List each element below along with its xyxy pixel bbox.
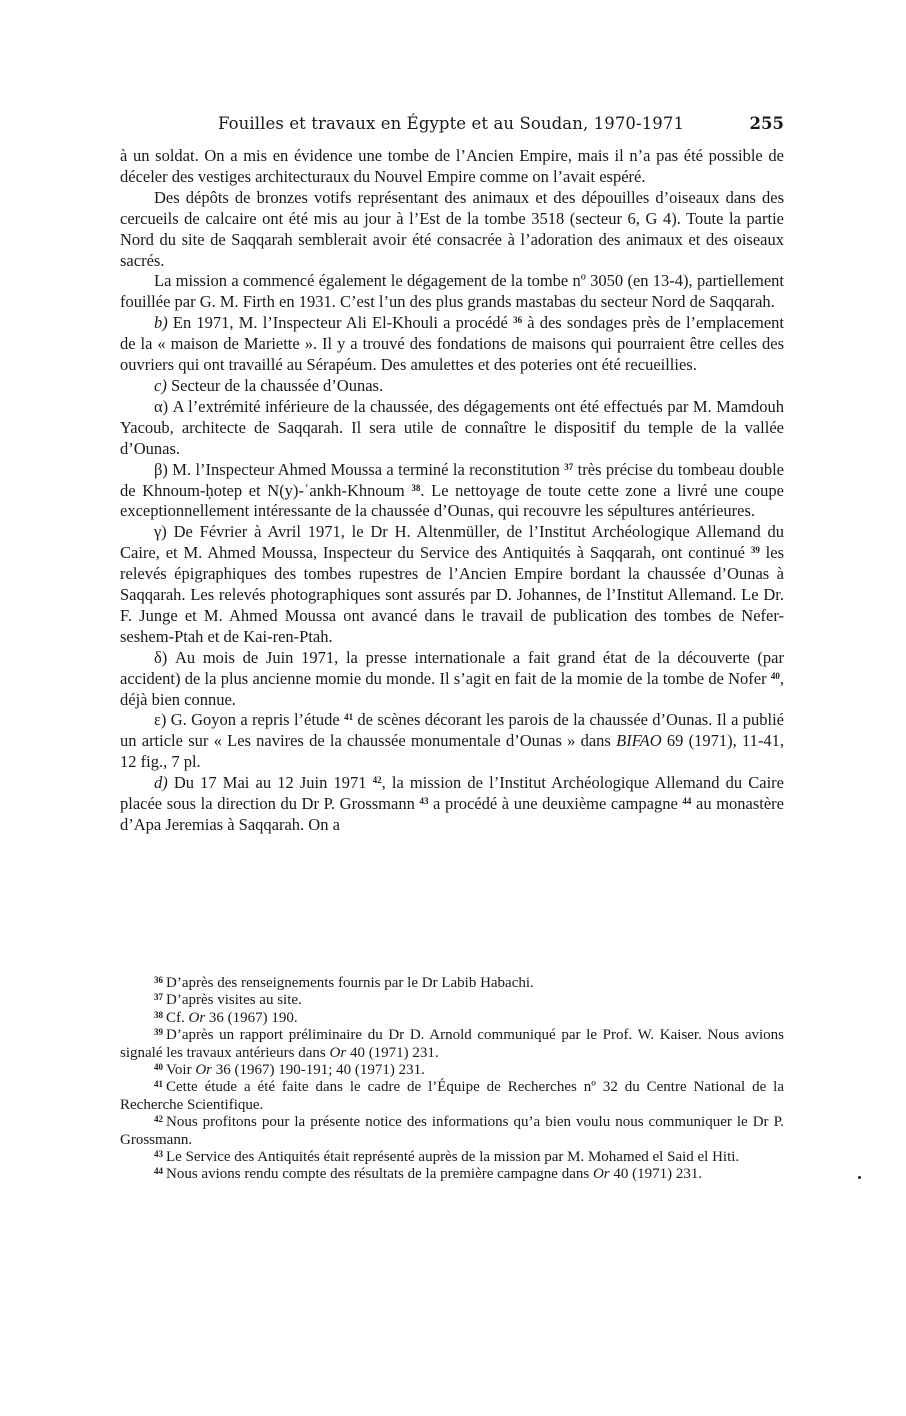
footnote-text: 36 (1967) 190. [205, 1009, 298, 1026]
footnote-text: Voir [166, 1062, 196, 1079]
footnote-mark: 39 [154, 1027, 163, 1038]
paragraph-text: Secteur de la chaussée d’Ounas. [166, 375, 384, 395]
footnote-42 [120, 1114, 784, 1149]
footnote-text: D’après un rapport préliminaire du Dr D. Arnold communiqué par le Prof. W. Kaiser. Nous avions signalé les travaux antérieurs dans [120, 1027, 784, 1061]
footnote-text: Nous profitons pour la présente notice des informations qu’a bien voulu nous communiquer le Dr P. Grossmann. [120, 1114, 784, 1148]
paragraph-text: 69 (1971), 11-41, 12 fig., 7 pl. [120, 731, 784, 772]
footnote-39 [120, 1027, 784, 1062]
paragraph-text: très précise du tombeau double de Khnoum-ḥotep et N(y)-ʿankh-Khnoum [120, 459, 784, 500]
running-title: Fouilles et travaux en Égypte et au Soudan, 1970-1971 [218, 114, 685, 133]
footnote-mark: 42 [154, 1114, 163, 1125]
footnote-36 [120, 975, 784, 992]
footnote-text: Le Service des Antiquités était représenté auprès de la mission par M. Mohamed el Said el Hiti. [166, 1149, 740, 1166]
footnote-mark: 38 [154, 1009, 163, 1020]
footnote-38 [120, 1010, 784, 1027]
running-header [120, 114, 784, 138]
paragraph-b [120, 313, 784, 376]
footnote-mark: 36 [154, 975, 163, 985]
paragraph-delta [120, 648, 784, 711]
paragraph-alpha [120, 397, 784, 460]
footnote-ref[interactable]: 38 [411, 482, 421, 493]
paragraph-text: . Le nettoyage de toute cette zone a livré une coupe exceptionnellement intéressante de la chaussée d’Ounas, qui recouvre les sépultures antérieures. [120, 480, 784, 521]
footnote-mark: 44 [154, 1166, 163, 1177]
paragraph-text: , la mission de l’Institut Archéologique Allemand du Caire placée sous la direction du Dr P. Grossmann [120, 773, 785, 814]
footnote-ref[interactable]: 41 [344, 712, 354, 723]
footnote-text: Nous avions rendu compte des résultats de la première campagne dans [166, 1166, 593, 1183]
section-label: b) [154, 313, 168, 333]
footnote-44 [120, 1166, 784, 1183]
paragraph-text: ε) G. Goyon a repris l’étude [154, 710, 345, 730]
paragraph-text: Des dépôts de bronzes votifs représentant des animaux et des dépouilles d’oiseaux dans des cercueils de calcaire ont été mis au jour à l’Est de la tombe 3518 (secteur 6, G 4). Toute la partie Nord du site de Saqqarah semblerait avoir été consacrée à l’adoration des animaux et des oiseaux sacrés. [120, 187, 784, 270]
paragraph-c [120, 376, 784, 397]
page-number: 255 [749, 114, 784, 133]
paragraph-gamma [120, 522, 784, 647]
footnote-text: Cf. [166, 1009, 189, 1026]
paragraph-text: Du 17 Mai au 12 Juin 1971 [167, 773, 373, 793]
footnote-43 [120, 1149, 784, 1166]
footnote-mark: 37 [154, 992, 163, 1003]
footnote-mark: 40 [154, 1062, 163, 1073]
section-label: c) [154, 375, 167, 395]
footnote-40 [120, 1062, 784, 1079]
footnote-ref[interactable]: 39 [750, 545, 760, 556]
footnote-ref[interactable]: 44 [682, 796, 692, 807]
paragraph-text: La mission a commencé également le dégagement de la tombe nº 3050 (en 13-4), partiellement fouillée par G. M. Firth en 1931. C’est l’un des plus grands mastabas du secteur Nord de Saqqarah. [120, 271, 784, 312]
paragraph-text: de scènes décorant les parois de la chaussée d’Ounas. Il a publié un article sur « Les navires de la chaussée monumentale d’Ounas » dans [120, 710, 784, 751]
footnote-mark: 43 [154, 1149, 163, 1160]
journal-title: Or [195, 1062, 212, 1079]
paragraph-beta [120, 460, 784, 523]
footnote-mark: 41 [154, 1079, 163, 1090]
footnote-text: 36 (1967) 190-191; 40 (1971) 231. [211, 1062, 425, 1079]
journal-title: Or [188, 1009, 206, 1026]
footnote-text: 40 (1971) 231. [346, 1044, 439, 1061]
footnote-text: D’après visites au site. [166, 992, 302, 1009]
footnote-ref[interactable]: 42 [372, 775, 382, 786]
paragraph-text: δ) Au mois de Juin 1971, la presse internationale a fait grand état de la découverte (par accident) de la plus ancienne momie du monde. Il s’agit en fait de la momie de la tombe de Nofer [120, 647, 784, 688]
footnote-ref[interactable]: 36 [513, 315, 523, 326]
paragraph-text: En 1971, M. l’Inspecteur Ali El-Khouli a procédé [167, 313, 514, 333]
paragraph-continuation [120, 146, 784, 188]
section-label: d) [154, 773, 168, 793]
journal-title: Or [329, 1044, 347, 1061]
paragraph-text: au monastère d’Apa Jeremias à Saqqarah. On a [120, 794, 784, 834]
paragraph-text: γ) De Février à Avril 1971, le Dr H. Altenmüller, de l’Institut Archéologique Allemand du Caire, et M. Ahmed Moussa, Inspecteur du Service des Antiquités à Saqqarah, ont continué [120, 522, 784, 563]
paragraph-text: a procédé à une deuxième campagne [428, 794, 683, 814]
footnote-ref[interactable]: 43 [419, 796, 429, 807]
paragraph-d [120, 773, 784, 836]
footnote-ref[interactable]: 37 [564, 461, 574, 472]
paragraph-text: à un soldat. On a mis en évidence une tombe de l’Ancien Empire, mais il n’a pas été possible de déceler des vestiges architecturaux du Nouvel Empire comme on l’avait espéré. [120, 146, 784, 186]
footnote-text: D’après des renseignements fournis par le Dr Labib Habachi. [166, 975, 534, 991]
paragraph-tomb-3050 [120, 271, 784, 313]
paragraph-epsilon [120, 710, 784, 773]
footnote-text: Cette étude a été faite dans le cadre de l’Équipe de Recherches nº 32 du Centre National de la Recherche Scientifique. [120, 1079, 784, 1113]
footnote-text: 40 (1971) 231. [609, 1166, 703, 1183]
scan-speck [858, 1176, 861, 1179]
main-text [120, 146, 784, 836]
footnote-ref[interactable]: 40 [770, 670, 780, 681]
paragraph-text: α) A l’extrémité inférieure de la chaussée, des dégagements ont été effectués par M. Mamdouh Yacoub, architecte de Saqqarah. Il sera utile de connaître le dispositif du temple de la vallée d’Ounas. [120, 396, 784, 458]
journal-title: Or [592, 1166, 610, 1183]
footnote-41 [120, 1079, 784, 1114]
paragraph-text: , déjà bien connue. [120, 668, 784, 709]
footnote-37 [120, 992, 784, 1009]
paragraph-text: à des sondages près de l’emplacement de la « maison de Mariette ». Il y a trouvé des fondations de maisons qui pourraient être celles des ouvriers qui ont travaillé au Sérapéum. Des amulettes et des poteries ont été recueillies. [120, 313, 785, 375]
paragraph-bronzes [120, 188, 784, 272]
paragraph-text: les relevés épigraphiques des tombes rupestres de l’Ancien Empire bordant la chaussée d’Ounas à Saqqarah. Les relevés photographiques sont assurés par D. Johannes, de l’Institut Allemand. Le Dr. F. Junge et M. Ahmed Moussa ont avancé dans le travail de publication des tombes de Nefer-seshem-Ptah et de Kai-ren-Ptah. [120, 543, 784, 646]
journal-title: BIFAO [616, 731, 662, 751]
paragraph-text: β) M. l’Inspecteur Ahmed Moussa a terminé la reconstitution [154, 459, 565, 479]
footnotes [120, 975, 784, 1184]
